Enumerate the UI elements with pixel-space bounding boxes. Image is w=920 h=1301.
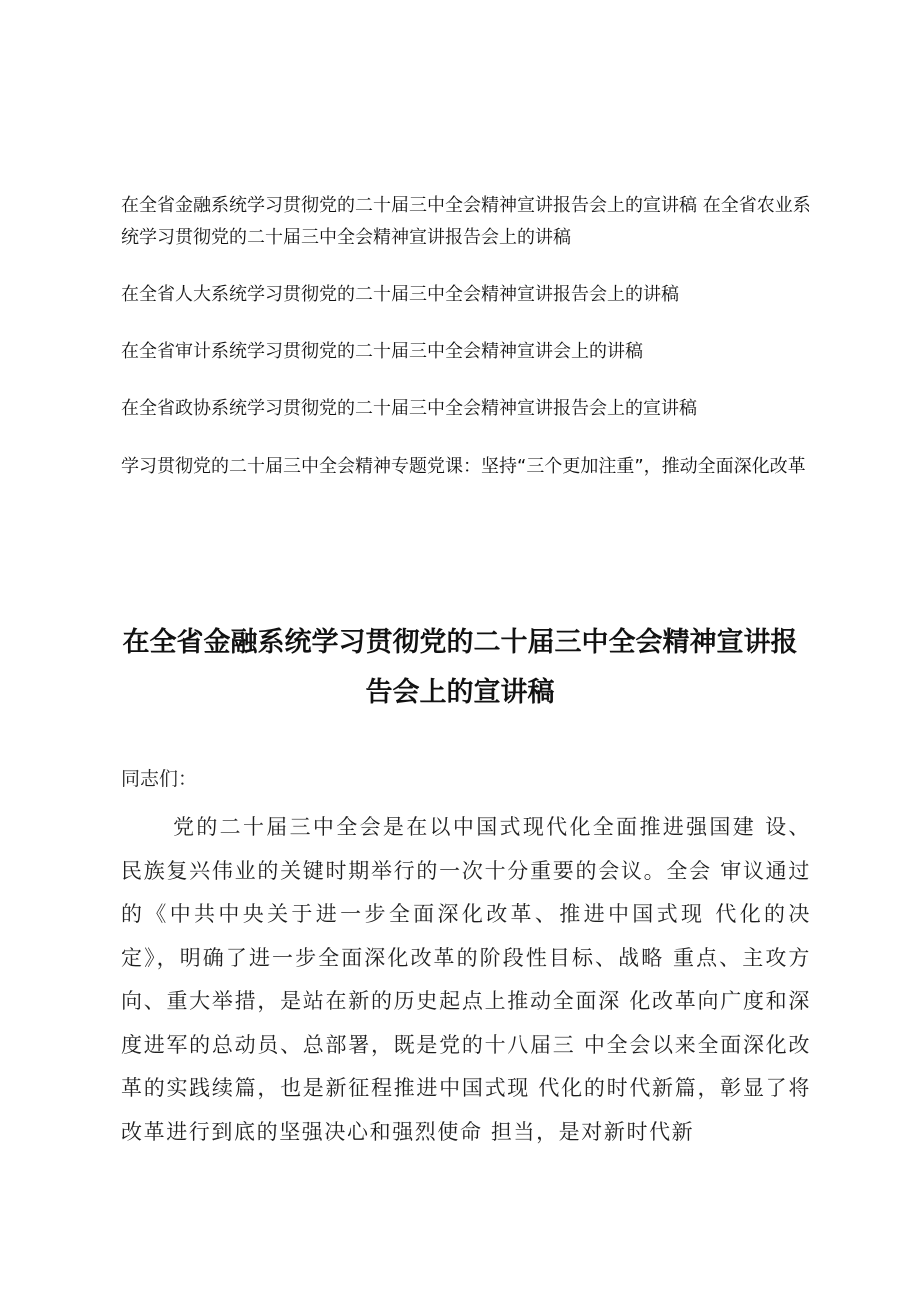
toc-item: 在全省政协系统学习贯彻党的二十届三中全会精神宣讲报告会上的宣讲稿: [121, 398, 697, 419]
toc-item: 在全省审计系统学习贯彻党的二十届三中全会精神宣讲会上的讲稿: [121, 341, 643, 362]
table-of-contents: [121, 190, 821, 495]
toc-item: 在全省人大系统学习贯彻党的二十届三中全会精神宣讲报告会上的讲稿: [121, 284, 679, 305]
toc-item: 在全省金融系统学习贯彻党的二十届三中全会精神宣讲报告会上的宣讲稿 在全省农业系统学习贯彻党的二十届三中全会精神宣讲报告会上的讲稿: [121, 195, 811, 248]
document-title: 在全省金融系统学习贯彻党的二十届三中全会精神宣讲报告会上的宣讲稿: [122, 627, 798, 708]
body-paragraph: 党的二十届三中全会是在以中国式现代化全面推进强国建 设、民族复兴伟业的关键时期举行的一次十分重要的会议。全会 审议通过的《中共中央关于进一步全面深化改革、推进中国式现 代化的决定》，明确了进一步全面深化改革的阶段性目标、战略 重点、主攻方向、重大举措，是站在新的历史起点上推动全面深 化改革向广度和深度进军的总动员、总部署，既是党的十八届三 中全会以来全面深化改革的实践续篇，也是新征程推进中国式现 代化的时代新篇，彰显了将改革进行到底的坚强决心和强烈使命 担当，是对新时代新: [121, 815, 811, 1144]
toc-item: 学习贯彻党的二十届三中全会精神专题党课：坚持“三个更加注重”，推动全面深化改革: [121, 456, 806, 477]
salutation: 同志们：: [121, 768, 198, 790]
